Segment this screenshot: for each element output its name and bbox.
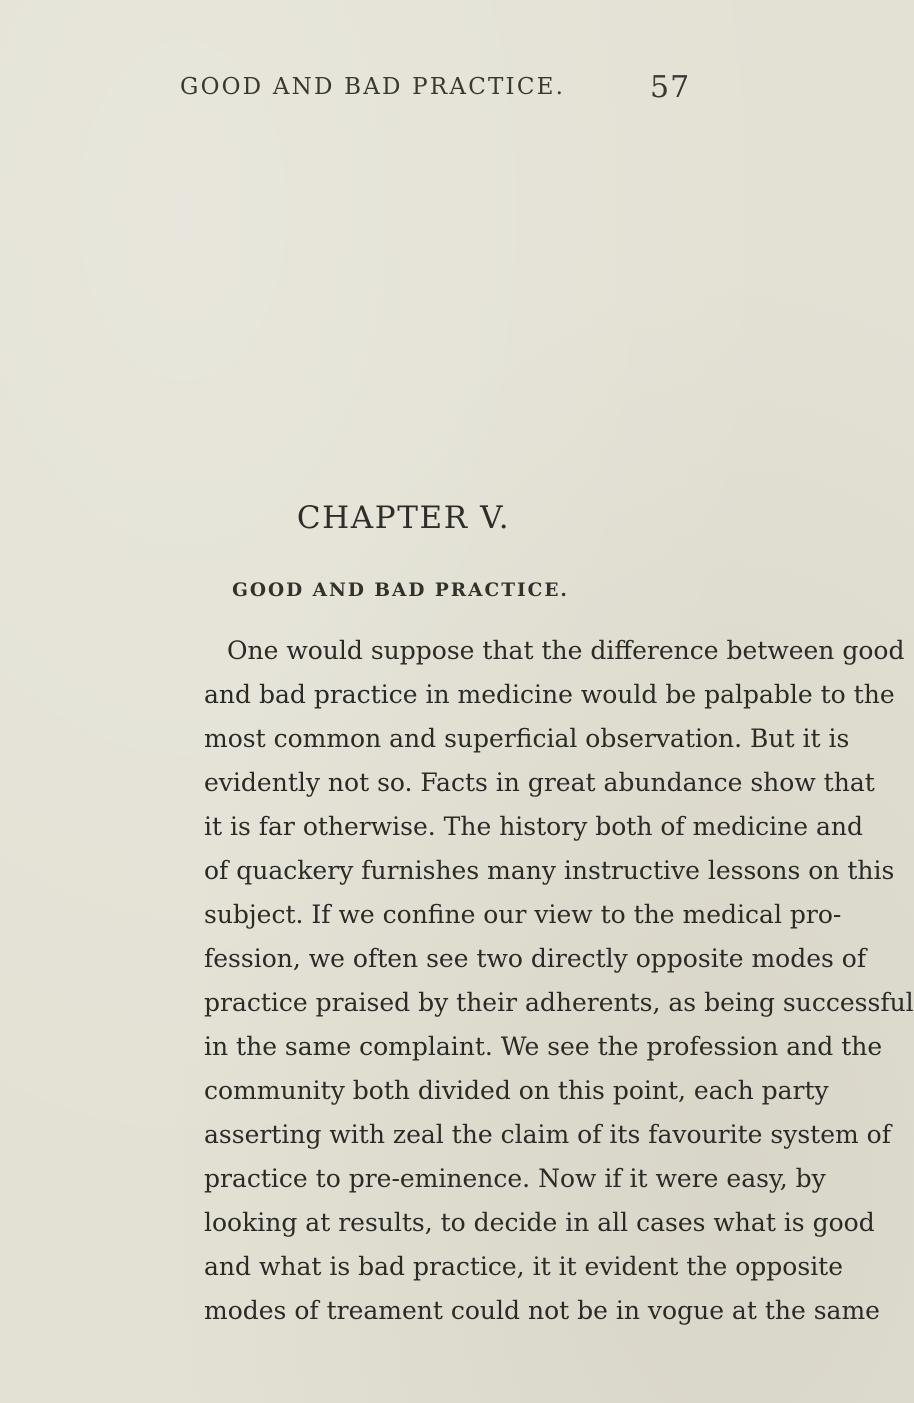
text-line: and bad practice in medicine would be palpable to the — [204, 680, 895, 709]
chapter-heading: CHAPTER V. — [296, 500, 511, 536]
text-line: One would suppose that the difference between good — [227, 636, 905, 665]
text-line: practice praised by their adherents, as being successful — [204, 988, 914, 1017]
text-line: and what is bad practice, it it evident the opposite — [204, 1252, 844, 1281]
text-line: subject. If we confine our view to the medical pro- — [204, 900, 842, 929]
text-line: of quackery furnishes many instructive lessons on this — [204, 856, 895, 885]
text-line: evidently not so. Facts in great abundance show that — [204, 768, 875, 797]
running-title: GOOD AND BAD PRACTICE. — [180, 74, 566, 100]
text-line: community both divided on this point, each party — [204, 1076, 829, 1105]
text-line: fession, we often see two directly opposite modes of — [204, 944, 867, 973]
running-head — [0, 70, 801, 114]
text-line: asserting with zeal the claim of its favourite system of — [204, 1120, 891, 1149]
page-number: 57 — [650, 70, 691, 105]
text-line: in the same complaint. We see the profession and the — [204, 1032, 883, 1061]
chapter-subtitle: GOOD AND BAD PRACTICE. — [232, 580, 569, 601]
text-line: it is far otherwise. The history both of medicine and — [204, 812, 863, 841]
text-line: practice to pre-eminence. Now if it were easy, by — [204, 1164, 826, 1193]
text-line: looking at results, to decide in all cases what is good — [204, 1208, 875, 1237]
text-line: modes of treament could not be in vogue at the same — [204, 1296, 880, 1325]
text-line: most common and superficial observation. But it is — [204, 724, 850, 753]
